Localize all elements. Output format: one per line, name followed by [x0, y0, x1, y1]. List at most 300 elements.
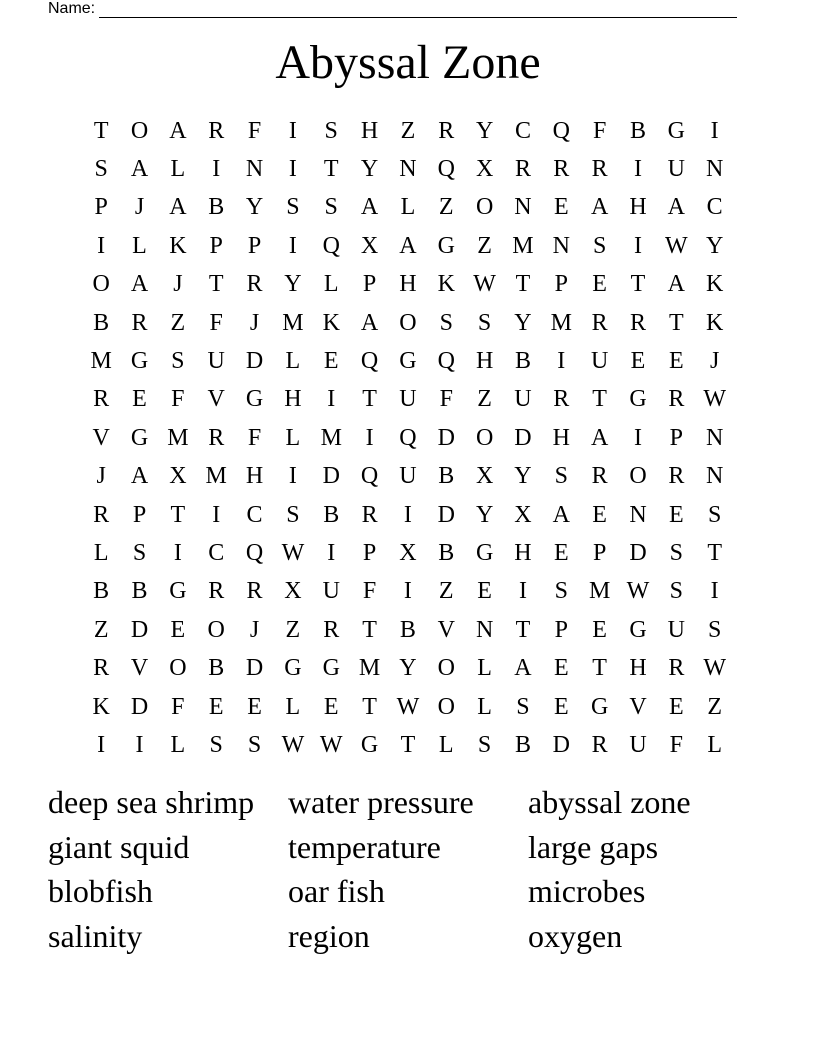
grid-letter[interactable]: T	[630, 271, 646, 298]
grid-letter[interactable]: Z	[93, 616, 109, 643]
grid-letter[interactable]: R	[93, 501, 110, 528]
grid-letter[interactable]: E	[323, 693, 339, 720]
grid-letter[interactable]: I	[288, 117, 297, 144]
grid-letter[interactable]: R	[361, 501, 378, 528]
grid-letter[interactable]: R	[514, 156, 531, 183]
grid-letter[interactable]: B	[514, 731, 531, 758]
grid-letter[interactable]: N	[706, 463, 724, 490]
grid-letter[interactable]: B	[514, 348, 531, 375]
grid-letter[interactable]: D	[552, 731, 570, 758]
grid-letter[interactable]: L	[285, 348, 301, 375]
grid-letter[interactable]: Q	[322, 232, 340, 259]
grid-letter[interactable]: I	[173, 539, 182, 566]
grid-letter[interactable]: Q	[437, 156, 455, 183]
grid-letter[interactable]: H	[552, 424, 570, 451]
grid-letter[interactable]: Y	[245, 194, 264, 221]
grid-letter[interactable]: R	[591, 156, 608, 183]
grid-letter[interactable]: T	[515, 616, 531, 643]
grid-letter[interactable]: G	[629, 616, 647, 643]
grid-letter[interactable]: X	[169, 463, 187, 490]
grid-letter[interactable]: O	[475, 424, 494, 451]
grid-letter[interactable]: E	[323, 348, 339, 375]
grid-letter[interactable]: X	[514, 501, 532, 528]
grid-letter[interactable]: T	[707, 539, 722, 566]
grid-letter[interactable]: H	[360, 117, 379, 144]
grid-letter[interactable]: Q	[360, 348, 379, 375]
grid-letter[interactable]: I	[135, 731, 144, 758]
grid-letter[interactable]: H	[284, 386, 302, 413]
grid-letter[interactable]: R	[323, 616, 340, 643]
grid-letter[interactable]: S	[171, 348, 185, 375]
grid-letter[interactable]: A	[514, 655, 532, 682]
grid-letter[interactable]: L	[707, 731, 722, 758]
grid-letter[interactable]: R	[668, 655, 685, 682]
grid-letter[interactable]: U	[590, 348, 609, 375]
grid-letter[interactable]: I	[288, 156, 297, 183]
word-bank-item: water pressure	[288, 783, 474, 820]
grid-letter[interactable]: W	[473, 271, 496, 298]
grid-letter[interactable]: R	[591, 731, 608, 758]
grid-letter[interactable]: I	[633, 424, 642, 451]
grid-letter[interactable]: M	[167, 424, 189, 451]
grid-letter[interactable]: B	[208, 655, 225, 682]
grid-letter[interactable]: I	[212, 156, 221, 183]
grid-letter[interactable]: T	[592, 386, 607, 413]
grid-letter[interactable]: M	[358, 655, 381, 682]
grid-letter[interactable]: S	[286, 194, 300, 221]
grid-letter[interactable]: L	[170, 156, 186, 183]
grid-letter[interactable]: S	[554, 578, 568, 605]
grid-letter[interactable]: O	[399, 309, 417, 336]
grid-letter[interactable]: J	[173, 271, 183, 298]
grid-letter[interactable]: T	[668, 309, 684, 336]
grid-letter[interactable]: E	[553, 539, 569, 566]
grid-letter[interactable]: S	[477, 309, 492, 336]
grid-letter[interactable]: N	[514, 194, 532, 221]
grid-letter[interactable]: I	[710, 117, 719, 144]
grid-letter[interactable]: L	[438, 731, 454, 758]
grid-letter[interactable]: K	[169, 232, 187, 259]
grid-letter[interactable]: M	[205, 463, 227, 490]
grid-letter[interactable]: X	[475, 156, 494, 183]
grid-letter[interactable]: N	[706, 156, 724, 183]
grid-letter[interactable]: M	[588, 578, 611, 605]
grid-letter[interactable]: E	[247, 693, 262, 720]
grid-letter[interactable]: M	[550, 309, 572, 336]
grid-letter[interactable]: R	[131, 309, 148, 336]
grid-letter[interactable]: H	[629, 655, 647, 682]
grid-letter[interactable]: B	[438, 539, 455, 566]
grid-letter[interactable]: F	[362, 578, 377, 605]
grid-letter[interactable]: G	[629, 386, 647, 413]
grid-letter[interactable]: S	[209, 731, 223, 758]
grid-letter[interactable]: D	[437, 501, 455, 528]
grid-letter[interactable]: C	[706, 194, 723, 221]
grid-letter[interactable]: B	[438, 463, 455, 490]
grid-letter[interactable]: F	[171, 693, 185, 720]
grid-letter[interactable]: A	[360, 309, 379, 336]
grid-letter[interactable]: O	[92, 271, 110, 298]
grid-letter[interactable]: L	[477, 655, 492, 682]
grid-letter[interactable]: I	[633, 156, 642, 183]
grid-letter[interactable]: M	[320, 424, 342, 451]
grid-letter[interactable]: I	[557, 348, 566, 375]
grid-letter[interactable]: A	[169, 117, 187, 144]
grid-letter[interactable]: I	[327, 386, 336, 413]
grid-letter[interactable]: Y	[475, 117, 494, 144]
grid-letter[interactable]: R	[591, 463, 608, 490]
grid-letter[interactable]: R	[208, 424, 225, 451]
grid-letter[interactable]: L	[323, 271, 339, 298]
grid-letter[interactable]: P	[592, 539, 607, 566]
grid-letter[interactable]: O	[130, 117, 149, 144]
grid-letter[interactable]: J	[710, 348, 720, 375]
grid-letter[interactable]: P	[669, 424, 683, 451]
grid-letter[interactable]: F	[669, 731, 683, 758]
grid-letter[interactable]: P	[94, 194, 108, 221]
grid-letter[interactable]: H	[475, 348, 494, 375]
grid-letter[interactable]: K	[322, 309, 340, 336]
grid-letter[interactable]: I	[403, 501, 412, 528]
grid-letter[interactable]: Y	[706, 232, 724, 259]
grid-letter[interactable]: E	[592, 271, 607, 298]
grid-letter[interactable]: K	[92, 693, 110, 720]
grid-letter[interactable]: A	[552, 501, 570, 528]
grid-letter[interactable]: A	[667, 271, 685, 298]
grid-letter[interactable]: G	[284, 655, 302, 682]
grid-letter[interactable]: U	[399, 463, 417, 490]
grid-letter[interactable]: W	[396, 693, 420, 720]
grid-letter[interactable]: U	[514, 386, 532, 413]
grid-letter[interactable]: I	[288, 232, 297, 259]
grid-letter[interactable]: N	[245, 156, 264, 183]
grid-letter[interactable]: N	[706, 424, 724, 451]
grid-letter[interactable]: O	[207, 616, 225, 643]
word-bank-item: oxygen	[528, 918, 623, 955]
grid-letter[interactable]: O	[437, 655, 455, 682]
grid-letter[interactable]: T	[362, 616, 377, 643]
grid-letter[interactable]: P	[209, 232, 223, 259]
grid-letter[interactable]: W	[319, 731, 343, 758]
grid-letter[interactable]: W	[281, 731, 305, 758]
grid-letter[interactable]: I	[97, 232, 106, 259]
grid-letter[interactable]: D	[514, 424, 532, 451]
grid-letter[interactable]: S	[324, 117, 338, 144]
grid-letter[interactable]: G	[590, 693, 609, 720]
grid-letter[interactable]: E	[132, 386, 147, 413]
grid-letter[interactable]: S	[707, 501, 722, 528]
grid-row	[82, 227, 734, 265]
grid-letter[interactable]: U	[322, 578, 340, 605]
grid-letter[interactable]: N	[475, 616, 494, 643]
grid-letter[interactable]: S	[132, 539, 147, 566]
grid-letter[interactable]: S	[707, 616, 722, 643]
grid-letter[interactable]: L	[285, 693, 301, 720]
grid-letter[interactable]: S	[94, 156, 108, 183]
grid-letter[interactable]: S	[554, 463, 568, 490]
grid-letter[interactable]: P	[247, 232, 262, 259]
grid-letter[interactable]: H	[629, 194, 647, 221]
grid-letter[interactable]: A	[667, 194, 685, 221]
grid-letter[interactable]: Z	[285, 616, 301, 643]
grid-letter[interactable]: N	[399, 156, 417, 183]
grid-letter[interactable]: G	[322, 655, 340, 682]
grid-letter[interactable]: J	[134, 194, 145, 221]
grid-letter[interactable]: J	[96, 463, 106, 490]
grid-letter[interactable]: R	[553, 386, 570, 413]
grid-letter[interactable]: Q	[552, 117, 570, 144]
grid-letter[interactable]: N	[629, 501, 647, 528]
grid-letter[interactable]: P	[362, 539, 377, 566]
grid-letter[interactable]: S	[439, 309, 453, 336]
grid-letter[interactable]: F	[247, 424, 262, 451]
grid-letter[interactable]: R	[208, 117, 225, 144]
grid-letter[interactable]: S	[516, 693, 530, 720]
grid-letter[interactable]: T	[400, 731, 416, 758]
grid-letter[interactable]: L	[132, 232, 147, 259]
grid-letter[interactable]: R	[591, 309, 608, 336]
grid-letter[interactable]: S	[669, 578, 683, 605]
grid-letter[interactable]: M	[282, 309, 304, 336]
grid-letter[interactable]: B	[629, 117, 646, 144]
grid-letter[interactable]: M	[90, 348, 112, 375]
grid-letter[interactable]: A	[590, 194, 609, 221]
grid-letter[interactable]: C	[246, 501, 263, 528]
grid-letter[interactable]: E	[630, 348, 646, 375]
grid-letter[interactable]: Y	[514, 463, 532, 490]
grid-letter[interactable]: T	[592, 655, 607, 682]
grid-letter[interactable]: J	[249, 616, 260, 643]
grid-letter[interactable]: A	[130, 156, 149, 183]
grid-letter[interactable]: Z	[438, 578, 454, 605]
grid-letter[interactable]: Y	[399, 655, 417, 682]
grid-letter[interactable]: K	[706, 271, 724, 298]
grid-letter[interactable]: W	[703, 655, 726, 682]
grid-letter[interactable]: E	[592, 616, 607, 643]
grid-letter[interactable]: X	[360, 232, 379, 259]
grid-letter[interactable]: S	[669, 539, 683, 566]
grid-letter[interactable]: S	[477, 731, 492, 758]
grid-letter[interactable]: E	[668, 501, 684, 528]
grid-letter[interactable]: P	[362, 271, 377, 298]
grid-letter[interactable]: R	[93, 386, 110, 413]
grid-letter[interactable]: E	[208, 693, 224, 720]
grid-letter[interactable]: R	[668, 386, 685, 413]
grid-letter[interactable]: O	[169, 655, 187, 682]
grid-letter[interactable]: W	[281, 539, 305, 566]
name-field[interactable]	[48, 0, 737, 18]
grid-letter[interactable]: E	[592, 501, 607, 528]
grid-letter[interactable]: T	[93, 117, 109, 144]
grid-letter[interactable]: Z	[438, 194, 454, 221]
grid-letter[interactable]: R	[553, 156, 570, 183]
grid-letter[interactable]: I	[518, 578, 527, 605]
grid-letter[interactable]: Y	[475, 501, 494, 528]
grid-letter[interactable]: P	[132, 501, 147, 528]
grid-row	[82, 534, 734, 572]
grid-letter[interactable]: R	[208, 578, 225, 605]
grid-letter[interactable]: D	[437, 424, 455, 451]
grid-letter[interactable]: G	[399, 348, 417, 375]
grid-letter[interactable]: R	[438, 117, 455, 144]
grid-letter[interactable]: A	[590, 424, 609, 451]
grid-letter[interactable]: D	[130, 616, 149, 643]
grid-letter[interactable]: I	[327, 539, 336, 566]
grid-letter[interactable]: K	[437, 271, 455, 298]
grid-letter[interactable]: Z	[170, 309, 186, 336]
grid-letter[interactable]: F	[247, 117, 262, 144]
grid-letter[interactable]: L	[477, 693, 492, 720]
grid-letter[interactable]: A	[130, 271, 149, 298]
name-blank-line[interactable]	[99, 3, 737, 18]
grid-letter[interactable]: V	[207, 386, 225, 413]
word-bank-item: oar fish	[288, 873, 385, 910]
grid-letter[interactable]: W	[665, 232, 688, 259]
grid-letter[interactable]: I	[212, 501, 221, 528]
grid-letter[interactable]: I	[365, 424, 374, 451]
grid-letter[interactable]: P	[554, 616, 568, 643]
grid-letter[interactable]: A	[130, 463, 149, 490]
grid-letter[interactable]: E	[668, 348, 684, 375]
grid-letter[interactable]: U	[629, 731, 647, 758]
word-bank-item: microbes	[528, 873, 646, 910]
grid-letter[interactable]: L	[93, 539, 109, 566]
grid-letter[interactable]: O	[437, 693, 455, 720]
grid-letter[interactable]: B	[323, 501, 340, 528]
grid-letter[interactable]: Z	[400, 117, 416, 144]
grid-letter[interactable]: S	[286, 501, 300, 528]
grid-letter[interactable]: I	[403, 578, 412, 605]
grid-letter[interactable]: G	[169, 578, 187, 605]
grid-letter[interactable]: F	[592, 117, 607, 144]
grid-letter[interactable]: R	[93, 655, 110, 682]
grid-letter[interactable]: X	[475, 463, 494, 490]
grid-letter[interactable]: X	[399, 539, 417, 566]
grid-letter[interactable]: Y	[360, 156, 379, 183]
grid-letter[interactable]: T	[362, 693, 377, 720]
grid-letter[interactable]: D	[130, 693, 149, 720]
grid-letter[interactable]: F	[439, 386, 453, 413]
grid-letter[interactable]: U	[667, 156, 685, 183]
grid-letter[interactable]: V	[437, 616, 455, 643]
grid-letter[interactable]: B	[93, 309, 110, 336]
grid-letter[interactable]: E	[553, 655, 569, 682]
grid-letter[interactable]: Y	[514, 309, 532, 336]
grid-letter[interactable]: Q	[360, 463, 379, 490]
grid-letter[interactable]: W	[703, 386, 726, 413]
grid-letter[interactable]: T	[515, 271, 531, 298]
grid-letter[interactable]: G	[667, 117, 685, 144]
grid-letter[interactable]: B	[399, 616, 416, 643]
grid-letter[interactable]: Q	[245, 539, 264, 566]
grid-letter[interactable]: I	[633, 232, 642, 259]
grid-letter[interactable]: F	[171, 386, 185, 413]
grid-letter[interactable]: T	[362, 386, 377, 413]
grid-letter[interactable]: O	[629, 463, 647, 490]
grid-letter[interactable]: B	[93, 578, 110, 605]
grid-letter[interactable]: X	[284, 578, 302, 605]
grid-letter[interactable]: E	[553, 194, 569, 221]
grid-letter[interactable]: T	[208, 271, 224, 298]
grid-letter[interactable]: A	[360, 194, 379, 221]
grid-letter[interactable]: C	[208, 539, 225, 566]
word-bank-item: large gaps	[528, 828, 659, 865]
grid-letter[interactable]: L	[170, 731, 186, 758]
grid-letter[interactable]: I	[97, 731, 106, 758]
grid-letter[interactable]: Z	[707, 693, 722, 720]
grid-letter[interactable]: S	[592, 232, 607, 259]
grid-letter[interactable]: U	[207, 348, 225, 375]
grid-letter[interactable]: S	[247, 731, 262, 758]
grid-letter[interactable]: D	[245, 348, 264, 375]
grid-letter[interactable]: U	[399, 386, 417, 413]
grid-letter[interactable]: H	[514, 539, 532, 566]
grid-letter[interactable]: E	[477, 578, 492, 605]
grid-letter[interactable]: G	[437, 232, 455, 259]
grid-letter[interactable]: C	[514, 117, 531, 144]
grid-letter[interactable]: E	[170, 616, 186, 643]
grid-letter[interactable]: B	[131, 578, 148, 605]
grid-letter[interactable]: I	[710, 578, 719, 605]
grid-letter[interactable]: D	[245, 655, 264, 682]
grid-letter[interactable]: E	[553, 693, 569, 720]
grid-letter[interactable]: Q	[437, 348, 455, 375]
grid-letter[interactable]: U	[667, 616, 685, 643]
grid-letter[interactable]: E	[668, 693, 684, 720]
grid-letter[interactable]: G	[245, 386, 264, 413]
grid-letter[interactable]: R	[629, 309, 646, 336]
grid-letter[interactable]: J	[249, 309, 260, 336]
grid-letter[interactable]: P	[554, 271, 568, 298]
grid-letter[interactable]: V	[92, 424, 110, 451]
grid-letter[interactable]: G	[130, 348, 149, 375]
grid-letter[interactable]: F	[209, 309, 223, 336]
grid-letter[interactable]: A	[169, 194, 187, 221]
grid-letter[interactable]: W	[626, 578, 650, 605]
grid-letter[interactable]: D	[629, 539, 647, 566]
grid-letter[interactable]: T	[170, 501, 186, 528]
grid-letter[interactable]: G	[360, 731, 379, 758]
grid-letter[interactable]: Q	[399, 424, 417, 451]
grid-letter[interactable]: N	[552, 232, 570, 259]
grid-letter[interactable]: Y	[284, 271, 302, 298]
grid-letter[interactable]: O	[475, 194, 494, 221]
grid-letter[interactable]: L	[285, 424, 301, 451]
grid-letter[interactable]: Z	[477, 386, 492, 413]
grid-letter[interactable]: S	[324, 194, 338, 221]
grid-letter[interactable]: V	[130, 655, 149, 682]
grid-letter[interactable]: H	[245, 463, 264, 490]
grid-letter[interactable]: I	[288, 463, 297, 490]
grid-letter[interactable]: D	[322, 463, 340, 490]
grid-letter[interactable]: M	[512, 232, 534, 259]
grid-letter[interactable]: B	[208, 194, 225, 221]
grid-letter[interactable]: K	[706, 309, 724, 336]
grid-letter[interactable]: R	[246, 578, 263, 605]
grid-row	[82, 649, 734, 687]
grid-letter[interactable]: V	[629, 693, 647, 720]
grid-letter[interactable]: R	[246, 271, 263, 298]
grid-letter[interactable]: A	[399, 232, 417, 259]
grid-letter[interactable]: G	[475, 539, 494, 566]
grid-letter[interactable]: T	[323, 156, 339, 183]
word-bank-row	[48, 914, 768, 959]
grid-letter[interactable]: Z	[477, 232, 492, 259]
grid-letter[interactable]: H	[399, 271, 417, 298]
grid-letter[interactable]: R	[668, 463, 685, 490]
grid-letter[interactable]: G	[130, 424, 149, 451]
grid-letter[interactable]: L	[400, 194, 416, 221]
